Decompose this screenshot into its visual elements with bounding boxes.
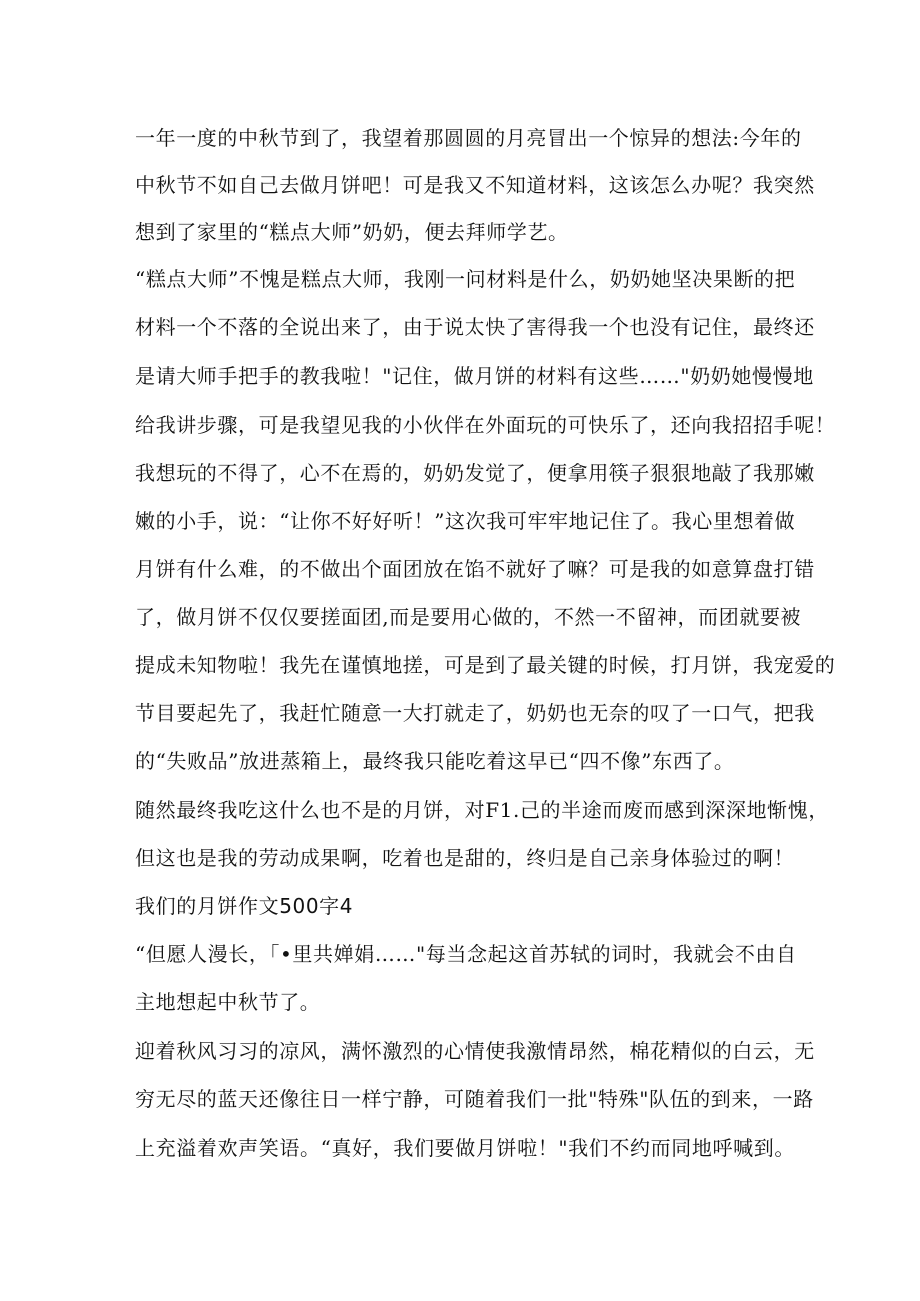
- paragraph-line: 节目要起先了，我赶忙随意一大打就走了，奶奶也无奈的叹了一口气，把我: [135, 701, 815, 725]
- paragraph-line: 的“失败品”放进蒸箱上，最终我只能吃着这早已“四不像”东西了。: [135, 749, 735, 773]
- paragraph-line: 提成未知物啦！我先在谨慎地搓，可是到了最关键的时候，打月饼，我宠爱的: [135, 653, 836, 677]
- paragraph-line: 材料一个不落的全说出来了，由于说太快了害得我一个也没有记住，最终还: [135, 315, 815, 339]
- paragraph-line: 想到了家里的“糕点大师”奶奶，便去拜师学艺。: [135, 220, 569, 244]
- paragraph-line: 但这也是我的劳动成果啊，吃着也是甜的，终归是自己亲身体验过的啊！: [135, 846, 795, 870]
- paragraph-line: 中秋节不如自己去做月饼吧！可是我又不知道材料，这该怎么办呢？我突然: [135, 173, 815, 197]
- paragraph-line: 上充溢着欢声笑语。“真好，我们要做月饼啦！"我们不约而同地呼喊到。: [135, 1136, 795, 1160]
- paragraph-line: 主地想起中秋节了。: [135, 990, 321, 1014]
- paragraph-line: 穷无尽的蓝天还像往日一样宁静，可随着我们一批"特殊"队伍的到来，一路: [135, 1087, 814, 1111]
- paragraph-line: 迎着秋风习习的凉风，满怀激烈的心情使我激情昂然，棉花精似的白云，无: [135, 1039, 815, 1063]
- paragraph-line: 是请大师手把手的教我啦！"记住，做月饼的材料有这些……"奶奶她慢慢地: [135, 364, 814, 388]
- paragraph-line: 随然最终我吃这什么也不是的月饼，对F1.己的半途而废而感到深深地惭愧，: [135, 798, 829, 822]
- paragraph-line: “糕点大师”不愧是糕点大师，我刚一问材料是什么，奶奶她坚决果断的把: [135, 267, 796, 291]
- paragraph-line: 给我讲步骤，可是我望见我的小伙伴在外面玩的可快乐了，还向我招招手呢！: [135, 413, 836, 437]
- section-heading: 我们的月饼作文500字4: [135, 894, 354, 918]
- paragraph-line: 月饼有什么难，的不做出个面团放在馅不就好了嘛？可是我的如意算盘打错: [135, 557, 815, 581]
- paragraph-line: 了，做月饼不仅仅要搓面团,而是要用心做的，不然一不留神，而团就要被: [135, 605, 802, 629]
- paragraph-line: 嫩的小手，说：“让你不好好听！”这次我可牢牢地记住了。我心里想着做: [135, 509, 796, 533]
- paragraph-line: 一年一度的中秋节到了，我望着那圆圆的月亮冒出一个惊异的想法:今年的: [135, 126, 802, 150]
- paragraph-line: “但愿人漫长，「•里共婵娟……"每当念起这首苏轼的词时，我就会不由自: [135, 942, 797, 966]
- paragraph-line: 我想玩的不得了，心不在焉的，奶奶发觉了，便拿用筷子狠狠地敲了我那嫩: [135, 461, 815, 485]
